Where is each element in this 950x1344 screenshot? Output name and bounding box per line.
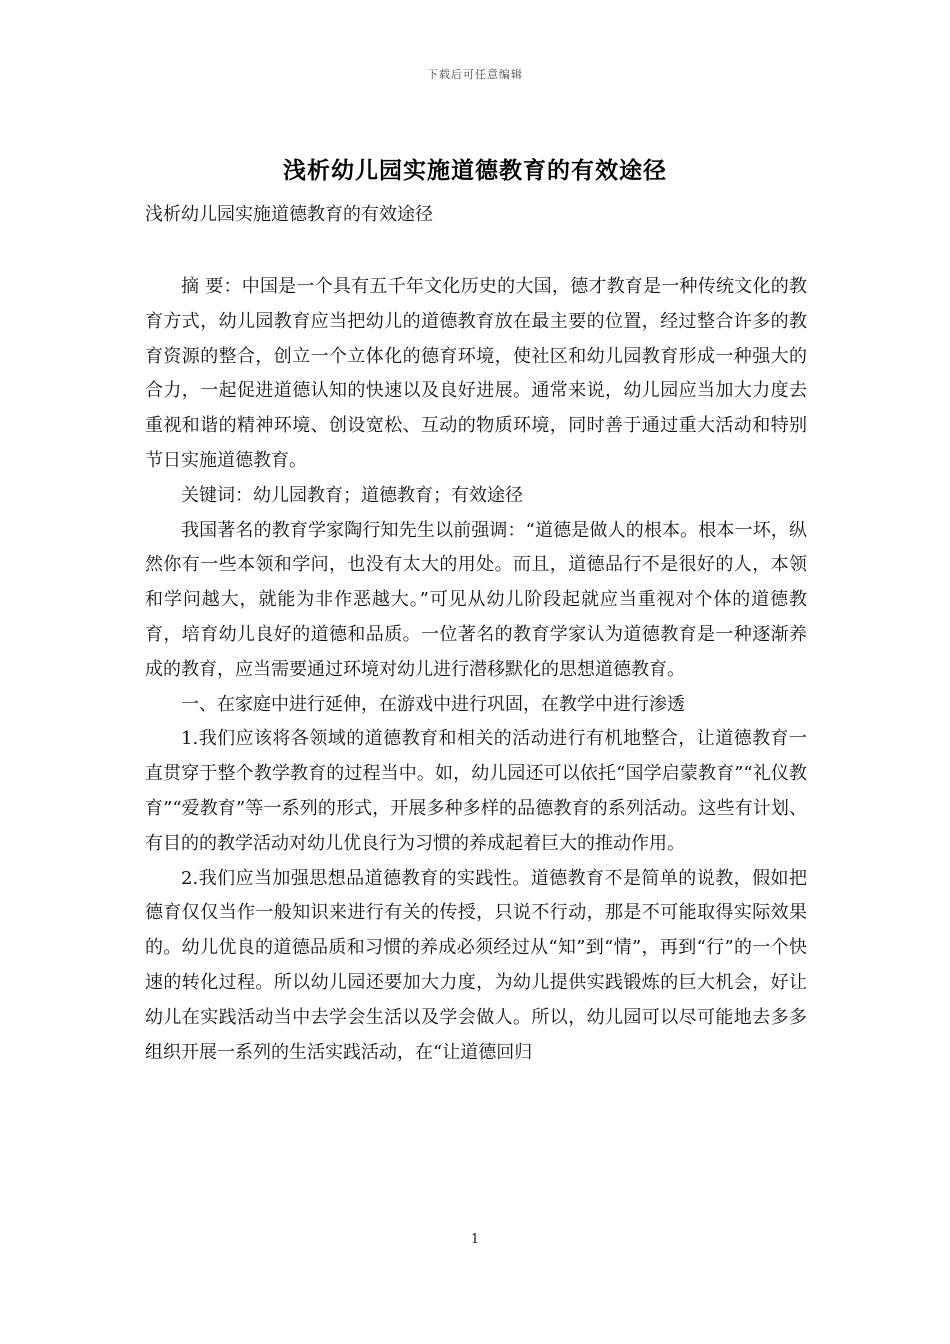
section-heading: 一、在家庭中进行延伸，在游戏中进行巩固，在教学中进行渗透 (181, 693, 685, 715)
body-paragraph: 我国著名的教育学家陶行知先生以前强调：“道德是做人的根本。根本一坏，纵然你有一些本领和学问，也没有太大的用处。而且，道德品行不是很好的人，本领和学问越大，就能为非作恶越大。”可见从幼儿阶段起就应当重视对个体的道德教育，培育幼儿良好的道德和品质。一位著名的教育学家认为道德教育是一种逐渐养成的教育，应当需要通过环境对幼儿进行潜移默化的思想道德教育。 (145, 519, 807, 680)
body-paragraph: 2.我们应当加强思想品道德教育的实践性。道德教育不是简单的说教，假如把德育仅仅当作一般知识来进行有关的传授，只说不行动，那是不可能取得实际效果的。幼儿优良的道德品质和习惯的养成必须经过从“知”到“情”，再到“行”的一个快速的转化过程。所以幼儿园还要加大力度，为幼儿提供实践锻炼的巨大机会，好让幼儿在实践活动当中去学会生活以及学会做人。所以，幼儿园可以尽可能地去多多组织开展一系列的生活实践活动，在“让道德回归 (145, 867, 807, 1063)
abstract-paragraph: 摘 要：中国是一个具有五千年文化历史的大国，德才教育是一种传统文化的教育方式，幼儿园教育应当把幼儿的道德教育放在最主要的位置，经过整合许多的教育资源的整合，创立一个立体化的德育环境，使社区和幼儿园教育形成一种强大的合力，一起促进道德认知的快速以及良好进展。通常来说，幼儿园应当加大力度去重视和谐的精神环境、创设宽松、互动的物质环境，同时善于通过重大活动和特别节日实施道德教育。 (145, 276, 807, 471)
keywords-paragraph: 关键词：幼儿园教育；道德教育；有效途径 (181, 484, 523, 506)
document-subtitle: 浅析幼儿园实施道德教育的有效途径 (145, 204, 433, 225)
page-header: 下载后可任意编辑 (427, 68, 523, 81)
document-title: 浅析幼儿园实施道德教育的有效途径 (283, 157, 667, 184)
page-number: 1 (470, 1232, 480, 1247)
body-paragraph: 1.我们应该将各领域的道德教育和相关的活动进行有机地整合，让道德教育一直贯穿于整个教学教育的过程当中。如，幼儿园还可以依托“国学启蒙教育”“礼仪教育”“爱教育”等一系列的形式，开展多种多样的品德教育的系列活动。这些有计划、有目的的教学活动对幼儿优良行为习惯的养成起着巨大的推动作用。 (145, 728, 807, 854)
document-body (145, 270, 807, 1070)
